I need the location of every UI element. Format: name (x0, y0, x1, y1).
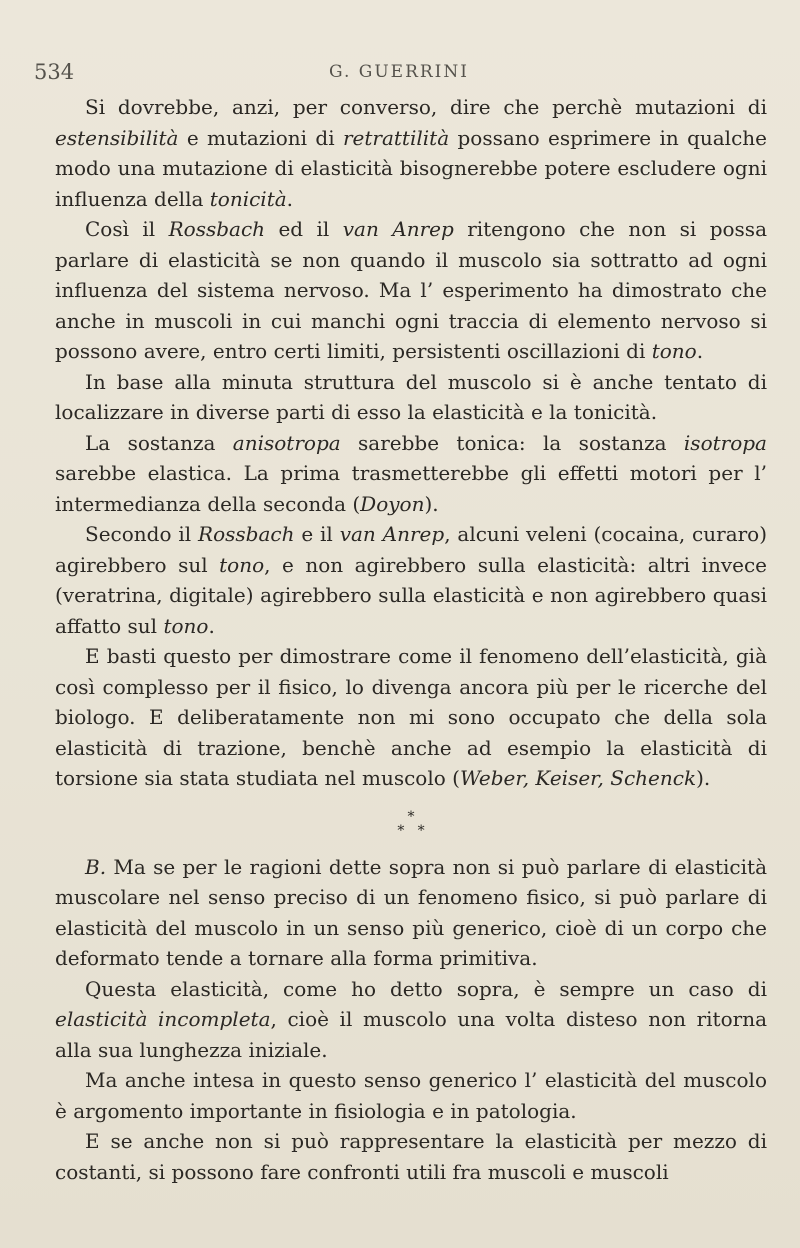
author-names: Weber, Keiser, Schenck (459, 766, 697, 790)
text-run: La sostanza (85, 430, 233, 455)
text-run: . (696, 339, 704, 363)
text-run: e mutazioni di (178, 125, 343, 150)
text-run: . (286, 186, 294, 211)
text-run: In base alla minuta struttura del muscolo si è anche tentato di localizzare in diverse parti di esso la elasticità e la tonicità. (55, 369, 767, 424)
section-separator (55, 810, 767, 838)
text-run: , e non agirebbero sulla elasticità: altri invece (veratrina, digitale) agirebbero sulla elasticità e non agirebbero quasi affatto sul (55, 552, 767, 638)
body-text (55, 92, 767, 1187)
asterisk-top: * (407, 808, 415, 825)
text-run: sarebbe elastica. La prima trasmetterebbe gli effetti motori per l’ intermedianza della seconda ( (55, 461, 767, 516)
text-run: E basti questo per dimostrare come il fenomeno dell’elasticità, già così complesso per il fisico, lo divenga ancora più per le ricerche del biologo. E deliberatamente non mi sono occupato che della sola elasticità di trazione, benchè anche ad esempio la elasticità di torsione sia stata studiata nel muscolo ( (55, 644, 767, 790)
text-run: Così il (85, 217, 169, 241)
author-name: van Anrep (342, 217, 454, 241)
text-run: Ma anche intesa in questo senso generico l’ elasticità del muscolo è argomento importante in fisiologia e in patologia. (55, 1068, 767, 1123)
paragraph (55, 428, 767, 520)
author-name: van Anrep (339, 522, 445, 546)
paragraph (55, 1126, 767, 1187)
paragraph (55, 852, 767, 974)
italic-term: isotropa (683, 430, 767, 455)
paragraph (55, 519, 767, 641)
text-run: ed il (265, 217, 343, 241)
text-run: possano esprimere in qualche modo una mutazione di elasticità bisognerebbe potere escludere ogni influenza della (55, 125, 767, 211)
italic-term: estensibilità (55, 125, 179, 150)
author-name: Rossbach (198, 522, 295, 546)
paragraph (55, 92, 767, 214)
italic-term: retrattilità (342, 125, 450, 150)
text-run: , cioè il muscolo una volta disteso non ritorna alla sua lunghezza iniziale. (55, 1007, 767, 1062)
text-run: ritengono che non si possa parlare di elasticità se non quando il muscolo sia sottratto ad ogni influenza del sistema nervoso. Ma l’ esperimento ha dimostrato che anche in muscoli in cui manchi ogni traccia di elemento nervoso si possono avere, entro certi limiti, persistenti oscillazioni di (55, 217, 767, 363)
text-run: E se anche non si può rappresentare la elasticità per mezzo di costanti, si possono fare confronti utili fra muscoli e muscoli (55, 1129, 767, 1184)
section-letter: B. (85, 854, 107, 879)
italic-term: tono (163, 613, 209, 638)
text-run: . (208, 613, 215, 638)
paragraph (55, 1065, 767, 1126)
text-run: Questa elasticità, come ho detto sopra, è sempre un caso di (85, 976, 767, 1001)
paragraph (55, 367, 767, 428)
italic-term: tono (651, 339, 697, 363)
paragraph (55, 214, 767, 367)
text-run: sarebbe tonica: la sostanza (340, 430, 684, 455)
italic-term: tonicità (209, 186, 287, 211)
text-run: ). (696, 766, 711, 790)
page-header (34, 60, 764, 90)
italic-term: tono (219, 552, 265, 577)
author-name: Rossbach (168, 217, 266, 241)
italic-term: elasticità incompleta (55, 1007, 271, 1031)
text-run: ). (424, 491, 439, 516)
text-run: e il (294, 522, 340, 546)
text-run: , alcuni veleni (cocaina, curaro) agirebbero sul (55, 522, 768, 577)
author-name: Doyon (360, 491, 425, 516)
paragraph (55, 974, 767, 1066)
paragraph (55, 641, 767, 794)
text-run: Ma se per le ragioni dette sopra non si può parlare di elasticità muscolare nel senso preciso di un fenomeno fisico, si può parlare di elasticità del muscolo in un senso più generico, cioè di un corpo che deformato tende a tornare alla forma primitiva. (55, 854, 767, 970)
asterisk-bottom: * * (397, 822, 425, 839)
text-run: Secondo il (85, 522, 199, 546)
page-number: 534 (34, 60, 75, 84)
italic-term: anisotropa (232, 430, 341, 455)
text-run: Si dovrebbe, anzi, per converso, dire che perchè mutazioni di (85, 95, 767, 119)
running-head: G. GUERRINI (328, 62, 469, 82)
